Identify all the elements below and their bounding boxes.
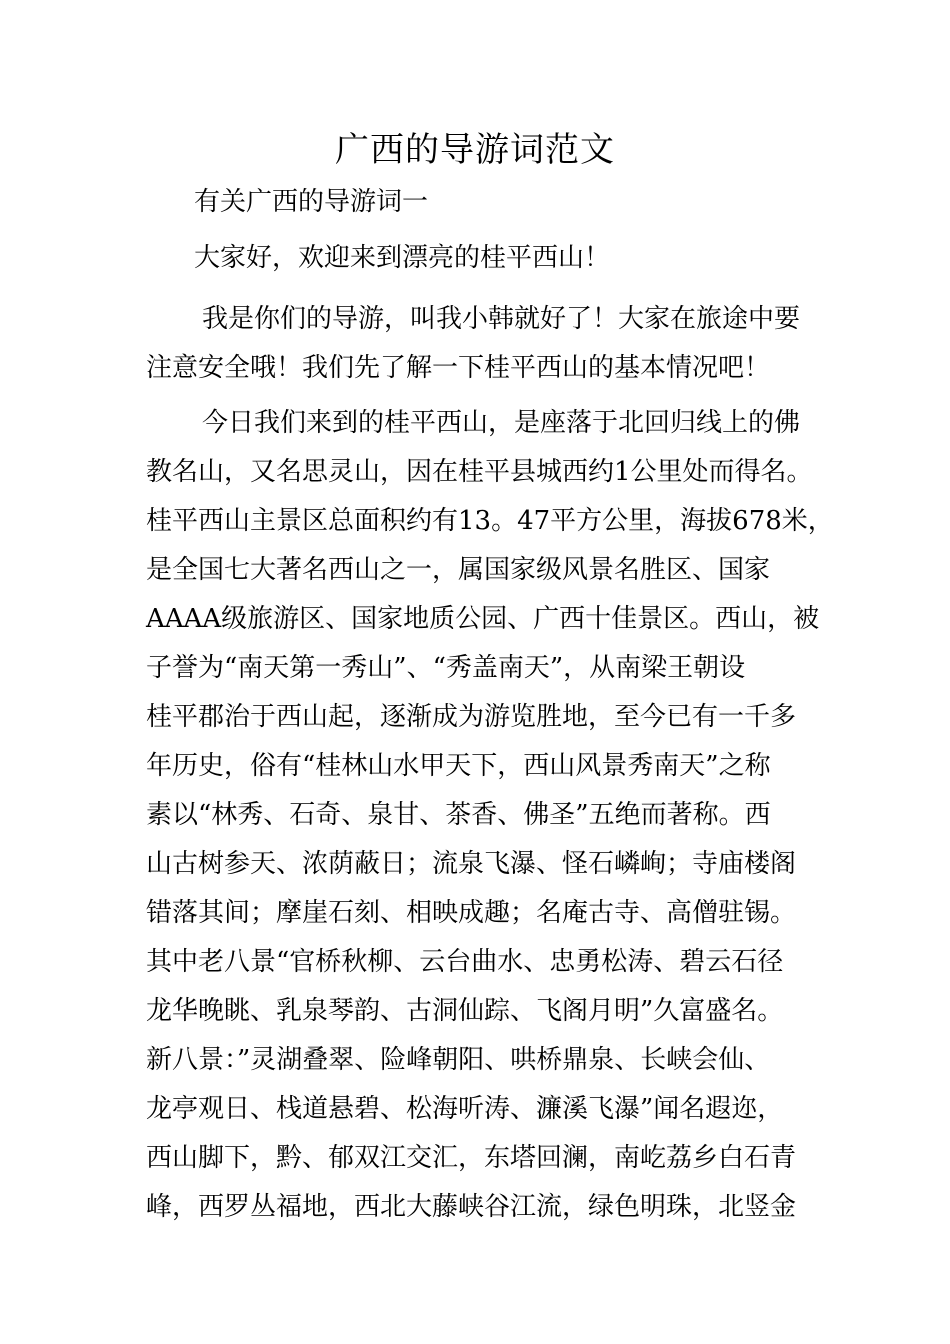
paragraph-line: 山古树参天、浓荫蔽日；流泉飞瀑、怪石嶙峋；寺庙楼阁 bbox=[146, 849, 797, 879]
paragraph-line: 今日我们来到的桂平西山，是座落于北回归线上的佛 bbox=[202, 408, 801, 438]
greeting-line: 大家好，欢迎来到漂亮的桂平西山！ bbox=[194, 243, 611, 273]
paragraph-line: 桂平西山主景区总面积约有13。47平方公里，海拔678米， bbox=[146, 506, 834, 536]
paragraph-line: 是全国七大著名西山之一，属国家级风景名胜区、国家 bbox=[146, 555, 771, 585]
paragraph-line: 素以“林秀、石奇、泉甘、茶香、佛圣”五绝而著称。西 bbox=[146, 800, 771, 830]
paragraph-line: 错落其间；摩崖石刻、相映成趣；名庵古寺、高僧驻锡。 bbox=[146, 898, 797, 928]
section-heading: 有关广西的导游词一 bbox=[194, 187, 429, 217]
paragraph-line: 龙亭观日、栈道悬碧、松海听涛、濂溪飞瀑”闻名遐迩， bbox=[146, 1094, 784, 1124]
paragraph-line: 其中老八景“官桥秋柳、云台曲水、忠勇松涛、碧云石径 bbox=[146, 947, 784, 977]
paragraph-line: 我是你们的导游，叫我小韩就好了！大家在旅途中要 bbox=[202, 304, 801, 334]
paragraph-line: 西山脚下，黔、郁双江交汇，东塔回澜，南屹荔乡白石青 bbox=[146, 1143, 797, 1173]
document-body bbox=[146, 178, 834, 1232]
paragraph-line: 桂平郡治于西山起，逐渐成为游览胜地，至今已有一千多 bbox=[146, 702, 797, 732]
paragraph-line: 年历史，俗有“桂林山水甲天下，西山风景秀南天”之称 bbox=[146, 751, 771, 781]
paragraph-intro bbox=[146, 295, 826, 393]
paragraph-line: 子誉为“南天第一秀山”、“秀盖南天”，从南梁王朝设 bbox=[146, 653, 746, 683]
paragraph-line: 峰，西罗丛福地，西北大藤峡谷江流，绿色明珠，北竖金 bbox=[146, 1192, 797, 1222]
paragraph-line: AAAA级旅游区、国家地质公园、广西十佳景区。西山，被 bbox=[146, 604, 820, 634]
document-title: 广西的导游词范文 bbox=[335, 130, 615, 170]
paragraph-line: 教名山，又名思灵山，因在桂平县城西约1公里处而得名。 bbox=[146, 457, 813, 487]
paragraph-description bbox=[146, 399, 834, 1232]
paragraph-line: 注意安全哦！我们先了解一下桂平西山的基本情况吧！ bbox=[146, 353, 771, 383]
paragraph-line: 新八景：”灵湖叠翠、险峰朝阳、哄桥鼎泉、长峡会仙、 bbox=[146, 1045, 771, 1075]
paragraph-line: 龙华晚眺、乳泉琴韵、古洞仙踪、飞阁月明”久富盛名。 bbox=[146, 996, 784, 1026]
